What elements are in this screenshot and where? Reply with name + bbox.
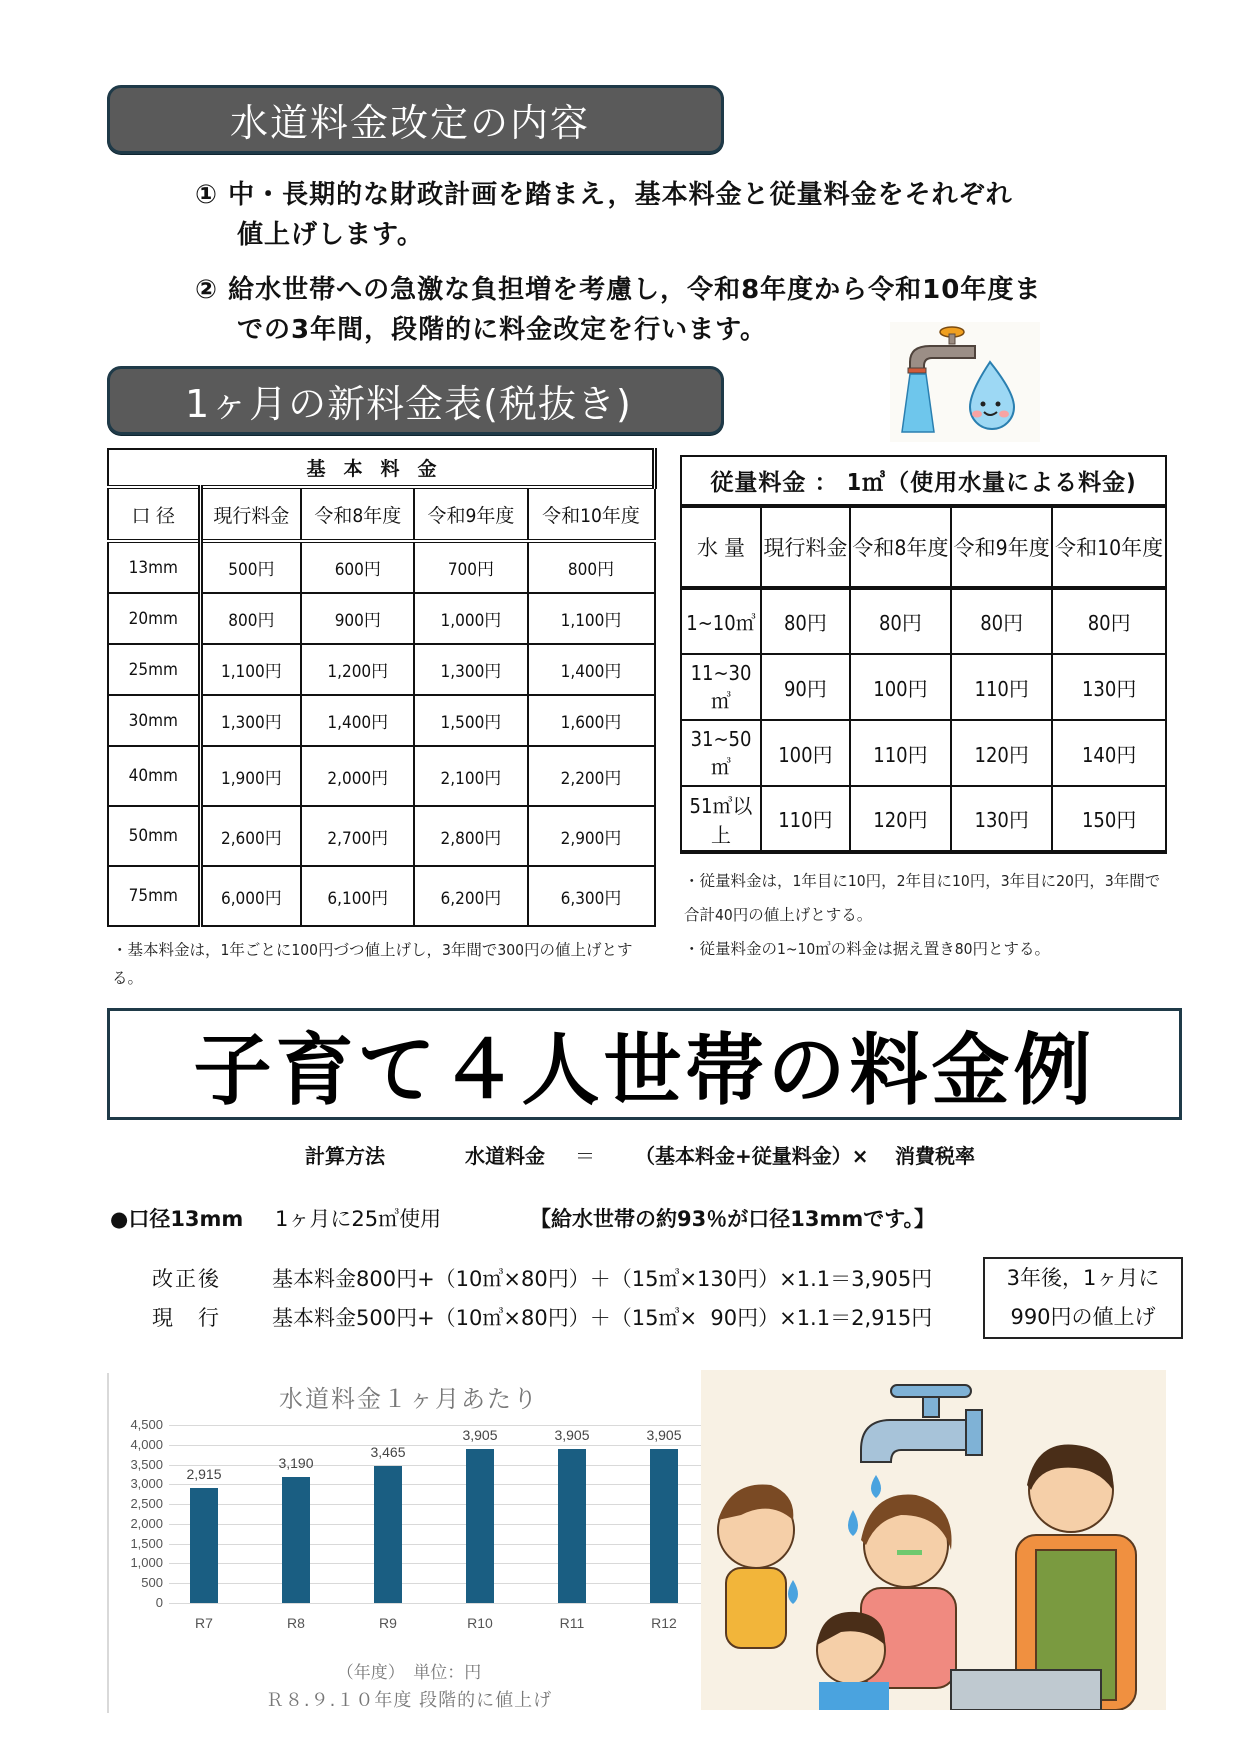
bar-value-label: 3,190 (278, 1454, 314, 1471)
increase-line-1: 3年後，1ヶ月に (1006, 1266, 1160, 1290)
table-cell: 6,000円 (200, 866, 301, 926)
table-cell: 51㎥以上 (681, 786, 761, 852)
y-axis-tick: 4,500 (130, 1417, 163, 1432)
calc-label: 改正後 (152, 1267, 221, 1291)
y-axis-tick: 1,000 (130, 1555, 163, 1571)
table-cell: 120円 (850, 786, 951, 852)
table-cell: 2,600円 (200, 806, 301, 866)
formula-tax: 消費税率 (895, 1144, 975, 1168)
gridline (169, 1603, 709, 1604)
table-cell: 1,500円 (414, 695, 527, 746)
gridline (169, 1544, 709, 1545)
table-cell: 120円 (951, 720, 1052, 786)
faucet-water-drop-illustration (890, 322, 1040, 442)
gridline (169, 1583, 709, 1584)
intro-item-1 (195, 175, 1013, 255)
table-cell: 110円 (761, 786, 850, 852)
increase-summary-box (983, 1257, 1183, 1339)
formula-equals: ＝ (575, 1144, 595, 1168)
usage-note-2: ・従量料金の1~10㎥の料金は据え置き80円とする。 (684, 940, 1051, 958)
column-header: 現行料金 (761, 506, 850, 588)
table-cell: 800円 (528, 541, 655, 593)
gridline (169, 1425, 709, 1426)
table-cell: 600円 (301, 541, 414, 593)
y-axis-tick: 0 (155, 1595, 163, 1610)
x-axis-category: R7 (195, 1615, 213, 1631)
x-axis-category: R11 (559, 1615, 585, 1631)
table-row (108, 644, 655, 695)
table-cell: 80円 (1052, 588, 1166, 654)
table-cell: 1,400円 (528, 644, 655, 695)
column-header: 令和9年度 (414, 487, 527, 541)
table-cell: 6,300円 (528, 866, 655, 926)
gridline (169, 1465, 709, 1466)
y-axis-tick: 2,000 (130, 1515, 163, 1531)
example-heading-text: 子育て４人世帯の料金例 (193, 1026, 1096, 1116)
bar-value-label: 2,915 (186, 1465, 222, 1482)
table-cell: 100円 (850, 654, 951, 720)
column-header: 現行料金 (200, 487, 301, 541)
bar (650, 1449, 678, 1603)
table-title: 従量料金 ： 1㎥（使用水量による料金) (681, 456, 1166, 506)
x-axis-category: R9 (379, 1615, 397, 1631)
gridline (169, 1484, 709, 1485)
table-cell: 50mm (108, 806, 200, 866)
table-row (108, 806, 655, 866)
bar-value-label: 3,905 (554, 1426, 590, 1443)
table-row (108, 541, 655, 593)
household-share: 【給水世帯の約93％が口径13mmです。】 (530, 1207, 936, 1231)
table-title: 基本料金 (108, 449, 655, 487)
y-axis-tick: 2,500 (130, 1496, 163, 1512)
gridline (169, 1563, 709, 1564)
bar-value-label: 3,905 (462, 1426, 498, 1443)
bar-value-label: 3,465 (370, 1443, 406, 1460)
column-header: 令和8年度 (850, 506, 951, 588)
table-cell: 13mm (108, 541, 200, 593)
bar-value-label: 3,905 (646, 1426, 682, 1443)
table-row (681, 654, 1166, 720)
table-cell: 80円 (761, 588, 850, 654)
bar (282, 1477, 310, 1603)
intro-text-cont: での3年間，段階的に料金改定を行います。 (237, 315, 768, 345)
calc-formula: 基本料金500円+（10㎥×80円）＋（15㎥× 90円）×1.1＝2,915円 (272, 1306, 933, 1330)
table-cell: 800円 (200, 593, 301, 644)
intro-text: 中・長期的な財政計画を踏まえ，基本料金と従量料金をそれぞれ (228, 180, 1013, 210)
family-illustration-icon (701, 1370, 1166, 1710)
table-cell: 130円 (951, 786, 1052, 852)
table-cell: 100円 (761, 720, 850, 786)
chart-title: 水道料金１ヶ月あたり (279, 1385, 539, 1413)
table-cell: 150円 (1052, 786, 1166, 852)
basic-rate-note: ・基本料金は，1年ごとに100円づつ値上げし，3年間で300円の値上げとする。 (112, 941, 633, 987)
pipe-diameter: ●口径13mm (110, 1207, 244, 1231)
column-header: 口 径 (108, 487, 200, 541)
circled-number-1: ① (195, 180, 219, 210)
table-cell: 2,800円 (414, 806, 527, 866)
x-axis-category: R10 (467, 1615, 493, 1631)
calculation-formula (305, 1140, 975, 1169)
usage-note-1: ・従量料金は，1年目に10円，2年目に10円，3年目に20円，3年間で合計40円の値上げとする。 (684, 872, 1161, 924)
table-cell: 80円 (850, 588, 951, 654)
table-cell: 140円 (1052, 720, 1166, 786)
table-cell: 1,100円 (528, 593, 655, 644)
table-cell: 25mm (108, 644, 200, 695)
y-axis-tick: 1,500 (130, 1535, 163, 1551)
chart-x-axis-label: （年度） 単位：円 (336, 1663, 482, 1683)
table-cell: 110円 (951, 654, 1052, 720)
table-cell: 2,100円 (414, 746, 527, 806)
table-cell: 1,900円 (200, 746, 301, 806)
family-using-water-illustration (701, 1370, 1166, 1710)
bar (374, 1466, 402, 1603)
table-cell: 30mm (108, 695, 200, 746)
column-header: 水 量 (681, 506, 761, 588)
bar (466, 1449, 494, 1603)
table-cell: 2,000円 (301, 746, 414, 806)
column-header: 令和10年度 (1052, 506, 1166, 588)
monthly-usage: 1ヶ月に25㎥使用 (275, 1207, 442, 1231)
table-cell: 1,300円 (414, 644, 527, 695)
calc-row-current (152, 1302, 932, 1332)
x-axis-category: R12 (651, 1615, 677, 1631)
table-cell: 1,000円 (414, 593, 527, 644)
y-axis-tick: 500 (141, 1575, 163, 1591)
table-row (681, 720, 1166, 786)
example-heading (107, 1008, 1182, 1120)
table-cell: 2,900円 (528, 806, 655, 866)
column-header: 令和8年度 (301, 487, 414, 541)
formula-lhs: 水道料金 (465, 1144, 545, 1168)
gridline (169, 1504, 709, 1505)
formula-rhs: （基本料金+従量料金）× (635, 1144, 869, 1168)
table-cell: 6,100円 (301, 866, 414, 926)
chart-note: Ｒ８.９.１０年度 段階的に値上げ (265, 1690, 553, 1711)
banner-title: 1ヶ月の新料金表(税抜き) (185, 382, 632, 426)
table-cell: 6,200円 (414, 866, 527, 926)
table-header-row (681, 506, 1166, 588)
table-cell: 1,400円 (301, 695, 414, 746)
table-cell: 1,100円 (200, 644, 301, 695)
section-banner-rate-table (107, 366, 724, 435)
y-axis-tick: 4,000 (130, 1436, 163, 1452)
calc-row-after (152, 1263, 932, 1293)
table-title-row (681, 456, 1166, 506)
formula-label: 計算方法 (305, 1144, 385, 1168)
intro-text-cont: 値上げします。 (237, 220, 424, 250)
table-cell: 1,200円 (301, 644, 414, 695)
table-row (108, 593, 655, 644)
column-header: 令和9年度 (951, 506, 1052, 588)
table-cell: 20mm (108, 593, 200, 644)
table-cell: 1~10㎥ (681, 588, 761, 654)
table-cell: 110円 (850, 720, 951, 786)
calc-formula: 基本料金800円+（10㎥×80円）＋（15㎥×130円）×1.1＝3,905円 (272, 1267, 933, 1291)
table-cell: 31~50㎥ (681, 720, 761, 786)
column-header: 令和10年度 (528, 487, 655, 541)
monthly-fee-bar-chart (107, 1373, 707, 1713)
table-cell: 1,300円 (200, 695, 301, 746)
table-row (681, 786, 1166, 852)
table-cell: 2,700円 (301, 806, 414, 866)
y-axis-tick: 3,500 (130, 1456, 163, 1472)
table-cell: 40mm (108, 746, 200, 806)
table-cell: 2,200円 (528, 746, 655, 806)
gridline (169, 1445, 709, 1446)
faucet-icon (890, 322, 1040, 442)
banner-title: 水道料金改定の内容 (230, 101, 591, 145)
table-cell: 11~30㎥ (681, 654, 761, 720)
bar (190, 1488, 218, 1603)
table-cell: 80円 (951, 588, 1052, 654)
table-header-row (108, 487, 655, 541)
table-row (108, 866, 655, 926)
increase-line-2: 990円の値上げ (1010, 1305, 1156, 1329)
usage-rate-table (680, 455, 1167, 854)
usage-rate-notes (684, 864, 1169, 966)
intro-text: 給水世帯への急激な負担増を考慮し，令和8年度から令和10年度ま (228, 275, 1042, 305)
table-row (108, 746, 655, 806)
example-condition (110, 1203, 935, 1233)
table-cell: 75mm (108, 866, 200, 926)
section-banner-revision (107, 85, 724, 154)
bar (558, 1449, 586, 1603)
table-cell: 500円 (200, 541, 301, 593)
gridline (169, 1524, 709, 1525)
y-axis-tick: 3,000 (130, 1476, 163, 1492)
circled-number-2: ② (195, 275, 219, 305)
calc-label: 現 行 (152, 1306, 221, 1330)
table-title-row (108, 449, 655, 487)
table-row (108, 695, 655, 746)
x-axis-category: R8 (287, 1615, 305, 1631)
table-cell: 130円 (1052, 654, 1166, 720)
table-cell: 900円 (301, 593, 414, 644)
table-cell: 1,600円 (528, 695, 655, 746)
table-cell: 700円 (414, 541, 527, 593)
basic-rate-table (107, 448, 657, 927)
table-row (681, 588, 1166, 654)
table-cell: 90円 (761, 654, 850, 720)
